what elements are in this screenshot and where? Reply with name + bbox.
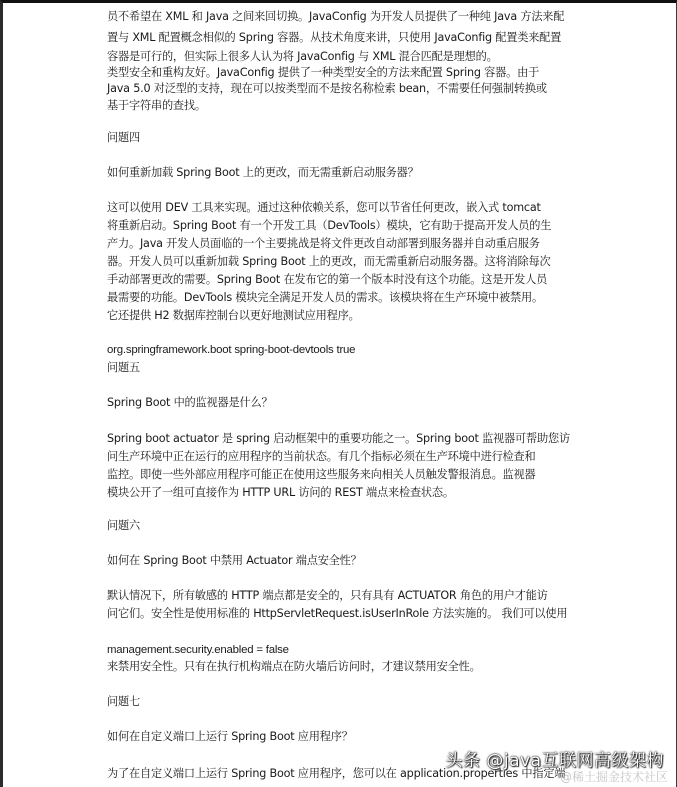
paragraph-line: Java 5.0 对泛型的支持，现在可以按类型而不是按名称检索 bean，不需要任何强制转换或	[107, 82, 547, 95]
question-q7: 如何在自定义端口上运行 Spring Boot 应用程序？	[107, 730, 353, 743]
paragraph-line: 来禁用安全性。只有在执行机构端点在防火墙后访问时，才建议禁用安全性。	[107, 660, 481, 673]
section-heading-q4: 问题四	[107, 131, 140, 144]
paragraph-line: 问它们。安全性是使用标准的 HttpServletRequest.isUserInRole 方法实施的。 我们可以使用	[107, 607, 568, 620]
code-snippet-devtools: org.springframework.boot spring-boot-devtools true	[107, 344, 356, 356]
paragraph-line: 这可以使用 DEV 工具来实现。通过这种依赖关系，您可以节省任何更改，嵌入式 tomcat	[107, 201, 541, 214]
paragraph-line: 模块公开了一组可直接作为 HTTP URL 访问的 REST 端点来检查状态。	[107, 486, 454, 499]
section-heading-q7: 问题七	[107, 695, 140, 708]
paragraph-line: 将重新启动。Spring Boot 有一个开发工具（DevTools）模块，它有助于提高开发人员的生	[107, 219, 552, 232]
paragraph-line: 为了在自定义端口上运行 Spring Boot 应用程序，您可以在 application.properties 中指定端	[107, 767, 566, 780]
question-q4: 如何重新加载 Spring Boot 上的更改，而无需重新启动服务器？	[107, 166, 419, 179]
paragraph-line: 产力。Java 开发人员面临的一个主要挑战是将文件更改自动部署到服务器并自动重启服务	[107, 237, 540, 250]
paragraph-line: 监控。即使一些外部应用程序可能正在使用这些服务来向相关人员触发警报消息。监视器	[107, 468, 536, 481]
paragraph-line: 员不希望在 XML 和 Java 之间来回切换。JavaConfig 为开发人员提供了一种纯 Java 方法来配	[107, 10, 565, 23]
question-q5: Spring Boot 中的监视器是什么？	[107, 396, 273, 409]
paragraph-line: 基于字符串的查找。	[107, 99, 206, 112]
paragraph-line: Spring boot actuator 是 spring 启动框架中的重要功能之一。Spring boot 监视器可帮助您访	[107, 432, 570, 445]
paragraph-line: 容器是可行的，但实际上很多人认为将 JavaConfig 与 XML 混合匹配是理想的。	[107, 50, 498, 63]
code-snippet-security: management.security.enabled = false	[107, 644, 289, 656]
paragraph-line: 类型安全和重构友好。JavaConfig 提供了一种类型安全的方法来配置 Spring 容器。由于	[107, 66, 540, 79]
watermark-juejin: @稀土掘金技术社区	[559, 770, 668, 784]
section-heading-q5: 问题五	[107, 361, 140, 374]
watermark-toutiao: 头条 @java互联网高级架构	[445, 751, 664, 771]
paragraph-line: 手动部署更改的需要。Spring Boot 在发布它的第一个版本时没有这个功能。这是开发人员	[107, 273, 548, 286]
paragraph-line: 最需要的功能。DevTools 模块完全满足开发人员的需求。该模块将在生产环境中被禁用。	[107, 291, 543, 304]
paragraph-line: 器。开发人员可以重新加载 Spring Boot 上的更改，而无需重新启动服务器。这将消除每次	[107, 255, 551, 268]
question-q6: 如何在 Spring Boot 中禁用 Actuator 端点安全性？	[107, 554, 362, 567]
paragraph-line: 问生产环境中正在运行的应用程序的当前状态。有几个指标必须在生产环境中进行检查和	[107, 450, 536, 463]
section-heading-q6: 问题六	[107, 519, 140, 532]
paragraph-line: 默认情况下，所有敏感的 HTTP 端点都是安全的，只有具有 ACTUATOR 角色的用户才能访	[107, 589, 548, 602]
paragraph-line: 它还提供 H2 数据库控制台以更好地测试应用程序。	[107, 309, 360, 322]
paragraph-line: 置与 XML 配置概念相似的 Spring 容器。从技术角度来讲，只使用 JavaConfig 配置类来配置	[107, 31, 562, 44]
